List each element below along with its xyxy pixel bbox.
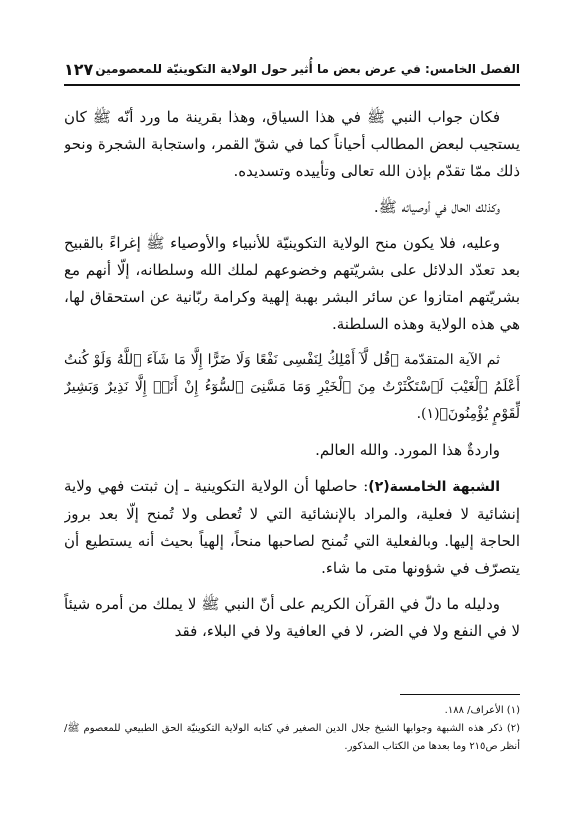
objection-heading: الشبهة الخامسة (389, 479, 500, 495)
objection-text: : حاصلها أن الولاية التكوينية ـ إن ثبتت فهي ولاية إنشائية لا فعلية، والمراد بالإنشائية التي لا تُعطى ولا تُمنح إلّا بعد بروز الحاجة إليها. وبالفعلية التي تُمنح لصاحبها منحاً، إلهياً بحيث أنه يستطيع أن يتصرّف في شؤونها متى ما شاء. (64, 477, 520, 577)
paragraph-last: ودليله ما دلّ في القرآن الكريم على أنّ النبي ﷺ لا يملك من أمره شيئاً لا في النفع ولا في الضر، لا في العافية ولا في البلاء، فقد (64, 595, 520, 640)
footnotes (64, 702, 520, 756)
footnote-1: (١) الأعراف/ ١٨٨. (444, 705, 520, 716)
header-rule (64, 84, 520, 86)
paragraph-5: واردةٌ هذا المورد. والله العالم. (315, 441, 500, 459)
paragraph-3: وعليه، فلا يكون منح الولاية التكوينيّة للأنبياء والأوصياء ﷺ إغراءً بالقبيح بعد تعدّد الدلائل على بشريّتهم وخضوعهم لملك الله وسلطانه، إلّا أنهم مع بشريّتهم امتازوا عن سائر البشر بهبة إلهية وكرامة ربّانية عن استحقاق لها، هي هذه الولاية وهذه السلطنة. (64, 234, 520, 333)
paragraph-verse: ثم الآية المتقدّمة ﴿قُل لَّآ أَمْلِكُ لِنَفْسِى نَفْعًا وَلَا ضَرًّا إِلَّا مَا شَآءَ ٱللَّهُ وَلَوْ كُنتُ أَعْلَمُ ٱلْغَيْبَ لَٱسْتَكْثَرْتُ مِنَ ٱلْخَيْرِ وَمَا مَسَّنِىَ ٱلسُّوٓءُ إِنْ أَنَا۠ إِلَّا نَذِيرٌ وَبَشِيرٌ لِّقَوْمٍ يُؤْمِنُونَ﴾(١). (64, 352, 520, 422)
body-text (64, 104, 520, 674)
paragraph-objection (64, 473, 520, 582)
chapter-title: الفصل الخامس: في عرض بعض ما أُثير حول الولاية التكوينيّة للمعصومين (95, 62, 520, 76)
footnote-2: (٢) ذكر هذه الشبهة وجوابها الشيخ جلال الدين الصغير في كتابه الولاية التكوينيّة الحق الطبيعي للمعصوم ﷺ/ أنظر ص٢١٥ وما بعدها من الكتاب المذكور. (64, 723, 520, 752)
footnote-marker: (٢) (368, 479, 390, 495)
paragraph-1: فكان جواب النبي ﷺ في هذا السياق، وهذا بقرينة ما ورد أنّه ﷺ كان يستجيب لبعض المطالب أحياناً كما في شقّ القمر، واستجابة الشجرة ونحو ذلك ممّا تقدّم بإذن الله تعالى وتأييده وتسديده. (64, 108, 520, 180)
paragraph-2: وكذلك الحال في أوصيائه ﷺ. (373, 198, 500, 216)
page-number: ١٢٧ (64, 59, 94, 79)
running-header (64, 56, 520, 82)
footnote-rule (400, 694, 520, 695)
